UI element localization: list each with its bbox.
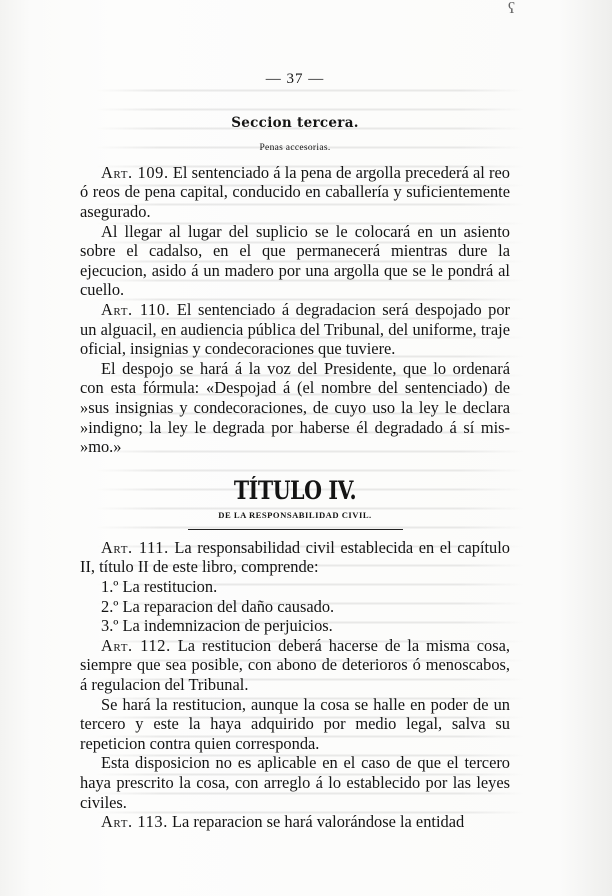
item-number: 1.º: [101, 577, 119, 597]
item-text: La indemnizacion de perjuicios.: [122, 616, 333, 636]
article-text: La reparacion se hará valorándose la entidad: [172, 812, 465, 832]
article-text: La restitucion deberá hacerse de la misma cosa, siempre que sea posible, con abono de deterioros ó menoscabos, á regulacion del Tribunal.: [80, 635, 510, 695]
item-number: 2.º: [101, 596, 119, 616]
titulo-heading: TÍTULO IV.: [233, 475, 357, 505]
section-title: Seccion tercera.: [231, 114, 359, 131]
page-content: [80, 70, 510, 832]
paragraph: Al llegar al lugar del suplicio se le colocará en un asiento sobre el cadalso, en el que permanecerá mientras dure la ejecucion, asido á un madero por una argolla que se le pondrá al cuello.: [80, 221, 510, 300]
list-item: [80, 597, 510, 617]
article-label: Art. 112.: [101, 635, 171, 655]
page-number: — 37 —: [265, 71, 325, 87]
article-label: Art. 110.: [101, 299, 171, 319]
article-109: [80, 163, 510, 222]
corner-mark: ʕ: [508, 0, 516, 17]
article-label: Art. 111.: [101, 537, 169, 557]
section-subtitle: Penas accesorias.: [259, 143, 331, 154]
article-text: El sentenciado á degradacion será despojado por un alguacil, en audiencia pública del Tribunal, del uniforme, traje oficial, insignias y condecoraciones que tuviere.: [80, 299, 511, 359]
article-label: Art. 109.: [101, 162, 169, 182]
article-113: [80, 812, 510, 832]
list-item: [80, 577, 510, 597]
article-111: [80, 538, 510, 577]
article-text: El sentenciado á la pena de argolla precederá al reo ó reos de pena capital, conducido en caballería y suficientemente asegurado.: [80, 162, 510, 221]
paragraph: Esta disposicion no es aplicable en el caso de que el tercero haya prescrito la cosa, con arreglo á lo establecido por las leyes civiles.: [80, 753, 510, 812]
item-text: La reparacion del daño causado.: [122, 596, 335, 616]
article-112: [80, 636, 510, 695]
divider: [188, 529, 403, 530]
item-text: La restitucion.: [122, 577, 218, 597]
list-item: [80, 616, 510, 636]
titulo-subtitle: DE LA RESPONSABILIDAD CIVIL.: [218, 510, 372, 521]
article-label: Art. 113.: [101, 812, 168, 832]
item-number: 3.º: [101, 616, 119, 636]
paragraph: El despojo se hará á la voz del Presidente, que lo ordenará con esta fórmula: «Despojad á (el nombre del sentenciado) de »sus insignias y condecoraciones, de cuyo uso la ley le declara »indigno; la ley le degrada por haberse él degradado á sí mis- »mo.»: [80, 358, 510, 457]
article-text: La responsabilidad civil establecida en el capítulo II, título II de este libro, comprende:: [80, 537, 510, 577]
article-110: [80, 300, 510, 359]
paragraph: Se hará la restitucion, aunque la cosa se halle en poder de un tercero y este la haya adquirido por medio legal, salva su repeticion contra quien corresponda.: [80, 694, 510, 753]
